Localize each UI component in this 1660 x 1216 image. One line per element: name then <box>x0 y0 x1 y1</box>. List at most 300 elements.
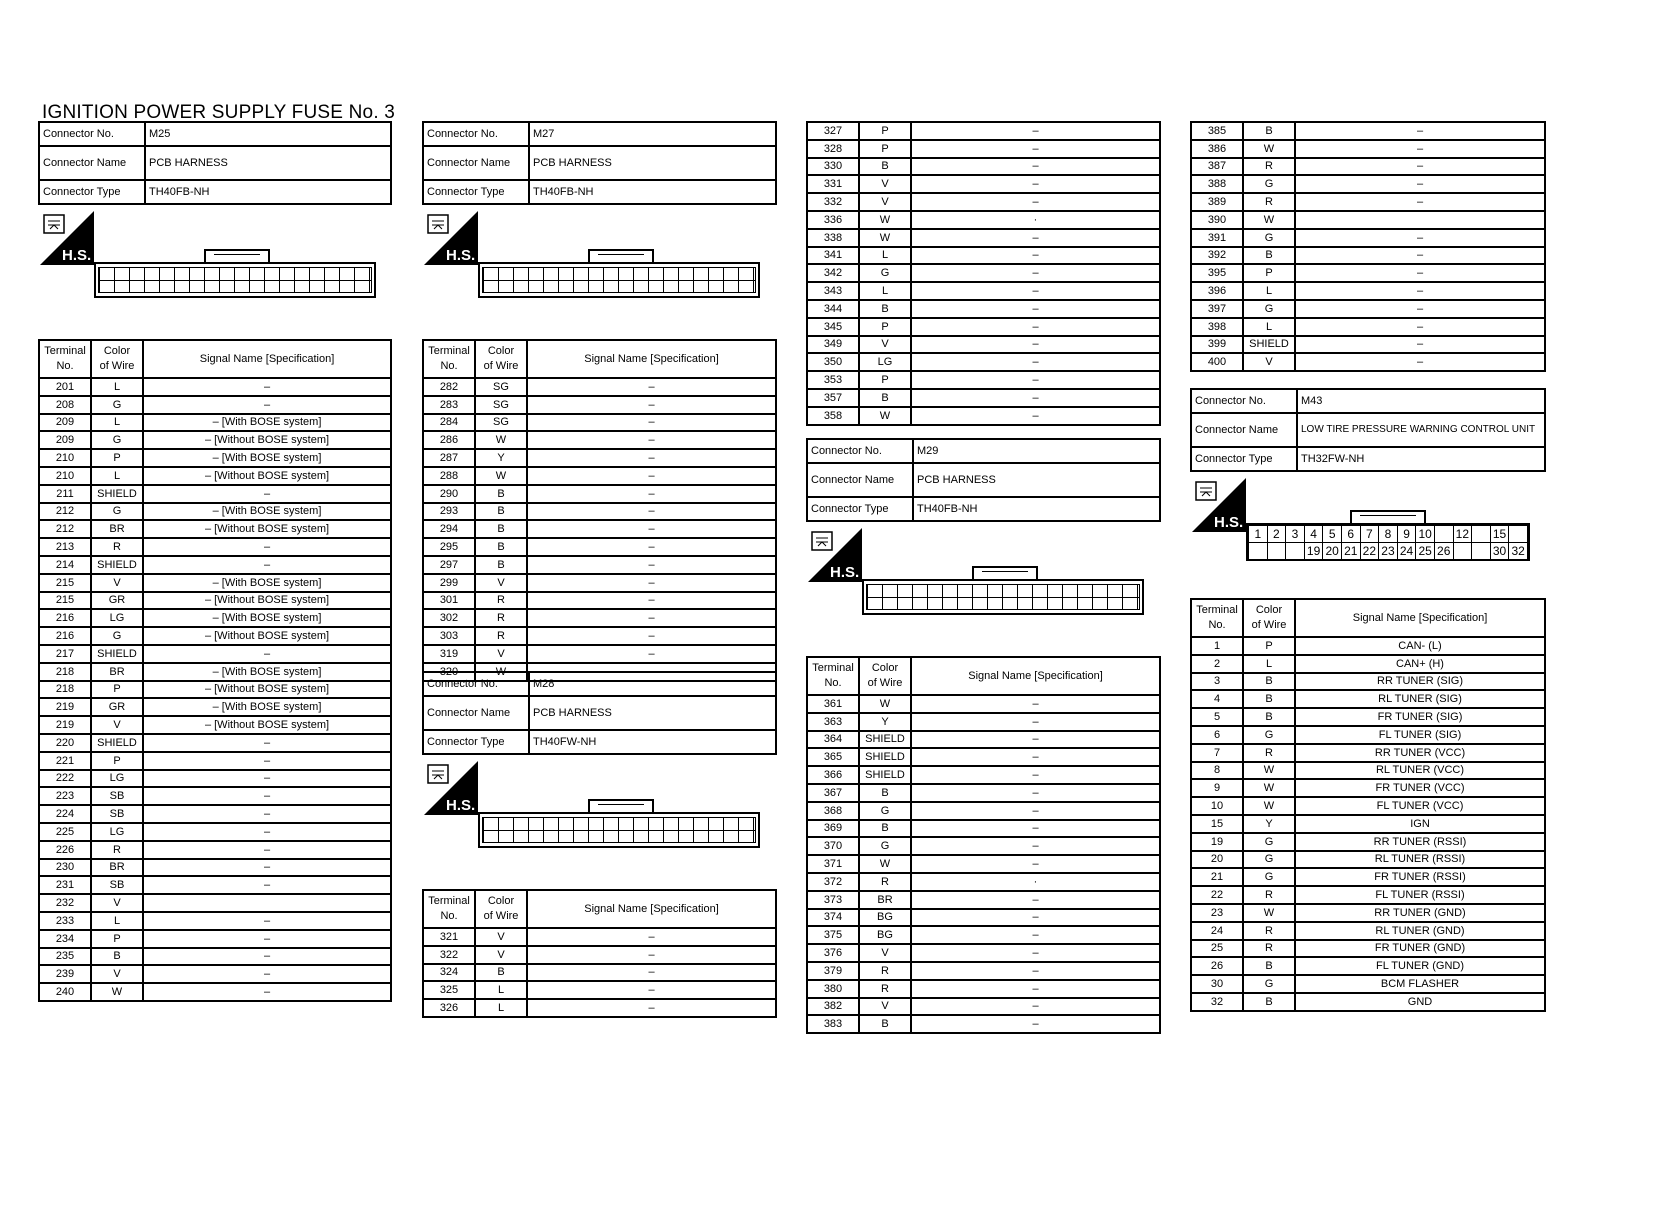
connector-name-value: PCB HARNESS <box>529 696 776 730</box>
terminal-no: 233 <box>39 912 91 930</box>
connector-m28 <box>422 671 777 1018</box>
signal-name: – <box>1295 300 1545 318</box>
signal-name: – <box>527 946 776 964</box>
signal-name: – [With BOSE system] <box>143 663 391 681</box>
label-connector-type: Connector Type <box>807 497 913 521</box>
table-row <box>1191 282 1545 300</box>
table-row <box>1191 637 1545 655</box>
signal-name: – <box>143 485 391 503</box>
table-row <box>807 264 1160 282</box>
signal-name: – <box>911 318 1160 336</box>
terminal-no: 201 <box>39 378 91 396</box>
terminal-no: 287 <box>423 449 475 467</box>
signal-name: – <box>527 645 776 663</box>
wire-color: W <box>859 229 911 247</box>
hs-label: H.S. <box>1214 514 1244 531</box>
signal-name: – <box>143 823 391 841</box>
table-row <box>39 378 391 396</box>
table-row <box>423 999 776 1017</box>
terminal-no: 324 <box>423 964 475 982</box>
table-row <box>423 414 776 432</box>
terminal-no: 23 <box>1191 904 1243 922</box>
terminal-no: 297 <box>423 556 475 574</box>
wire-color: SHIELD <box>859 731 911 749</box>
table-row <box>807 784 1160 802</box>
table-row <box>39 556 391 574</box>
table-row <box>807 282 1160 300</box>
signal-name: – <box>527 538 776 556</box>
table-row <box>39 520 391 538</box>
wire-color: GR <box>91 698 143 716</box>
table-row <box>807 962 1160 980</box>
signal-name: – <box>527 485 776 503</box>
connector-diagram-m25 <box>38 205 392 339</box>
wire-color: P <box>859 140 911 158</box>
terminal-no: 215 <box>39 574 91 592</box>
label-connector-name: Connector Name <box>39 146 145 180</box>
wire-color: V <box>475 645 527 663</box>
terminal-no: 365 <box>807 748 859 766</box>
terminal-no: 288 <box>423 467 475 485</box>
pin-row <box>1249 543 1528 560</box>
signal-name: – <box>527 574 776 592</box>
wire-color: W <box>1243 762 1295 780</box>
table-row <box>1191 336 1545 354</box>
wire-color: P <box>859 122 911 140</box>
table-row <box>1191 122 1545 140</box>
signal-name: GND <box>1295 993 1545 1011</box>
terminal-no: 385 <box>1191 122 1243 140</box>
connector-name-value: LOW TIRE PRESSURE WARNING CONTROL UNIT <box>1297 413 1545 447</box>
terminal-no: 293 <box>423 503 475 521</box>
terminal-no: 400 <box>1191 353 1243 371</box>
pin-cell: 9 <box>1397 526 1416 543</box>
signal-name: – <box>527 449 776 467</box>
terminal-no: 325 <box>423 981 475 999</box>
pin-cell <box>1267 543 1286 560</box>
wire-color: P <box>91 930 143 948</box>
wire-color: B <box>859 300 911 318</box>
terminal-no: 375 <box>807 926 859 944</box>
wire-color: B <box>859 158 911 176</box>
signal-name: FL TUNER (VCC) <box>1295 797 1545 815</box>
wire-color: BR <box>91 520 143 538</box>
wire-color: R <box>1243 193 1295 211</box>
table-row <box>1191 673 1545 691</box>
wire-color: B <box>475 520 527 538</box>
signal-name: FL TUNER (RSSI) <box>1295 886 1545 904</box>
wire-color: B <box>1243 993 1295 1011</box>
signal-name: FL TUNER (GND) <box>1295 957 1545 975</box>
table-row <box>39 627 391 645</box>
terminal-table-m29-cont <box>1190 121 1546 372</box>
hdr-signal: Signal Name [Specification] <box>527 890 776 928</box>
wire-color: G <box>1243 833 1295 851</box>
signal-name: – <box>1295 229 1545 247</box>
signal-name: – <box>911 926 1160 944</box>
wire-color: B <box>475 485 527 503</box>
wire-color: L <box>91 912 143 930</box>
wire-color: SB <box>91 805 143 823</box>
signal-name: – <box>911 122 1160 140</box>
table-row <box>807 336 1160 354</box>
signal-name: – <box>143 805 391 823</box>
signal-name: – <box>143 876 391 894</box>
terminal-no: 283 <box>423 396 475 414</box>
signal-name: – <box>911 855 1160 873</box>
wire-color: SHIELD <box>91 734 143 752</box>
table-row <box>807 998 1160 1016</box>
table-row <box>807 122 1160 140</box>
signal-name: – <box>527 467 776 485</box>
wire-color: G <box>1243 975 1295 993</box>
signal-name: – <box>911 944 1160 962</box>
terminal-no: 395 <box>1191 264 1243 282</box>
connector-m27 <box>422 121 777 682</box>
signal-name: – [With BOSE system] <box>143 449 391 467</box>
wire-color: V <box>859 193 911 211</box>
pin-cell: 3 <box>1286 526 1305 543</box>
hs-label: H.S. <box>446 797 476 814</box>
wire-color: R <box>1243 886 1295 904</box>
terminal-no: 349 <box>807 336 859 354</box>
terminal-no: 210 <box>39 467 91 485</box>
signal-name: FL TUNER (SIG) <box>1295 726 1545 744</box>
table-row <box>1191 708 1545 726</box>
connector-info-m25 <box>38 121 392 205</box>
hs-label: H.S. <box>446 247 476 264</box>
terminal-no: 357 <box>807 389 859 407</box>
terminal-no: 231 <box>39 876 91 894</box>
signal-name: – <box>143 965 391 983</box>
signal-name: – <box>911 748 1160 766</box>
table-row <box>807 247 1160 265</box>
table-row <box>1191 815 1545 833</box>
hdr-color: Color <box>871 662 899 674</box>
table-row <box>39 716 391 734</box>
table-row <box>807 926 1160 944</box>
table-row <box>1191 726 1545 744</box>
signal-name: – <box>527 928 776 946</box>
table-row <box>807 407 1160 425</box>
table-row <box>1191 975 1545 993</box>
signal-name: – <box>527 396 776 414</box>
signal-name: · <box>911 211 1160 229</box>
wire-color: V <box>859 175 911 193</box>
terminal-no: 26 <box>1191 957 1243 975</box>
table-row <box>1191 229 1545 247</box>
wire-color: B <box>1243 122 1295 140</box>
label-connector-name: Connector Name <box>423 146 529 180</box>
table-row <box>423 485 776 503</box>
wire-color: W <box>475 467 527 485</box>
terminal-no: 321 <box>423 928 475 946</box>
wire-color: G <box>91 431 143 449</box>
signal-name: RR TUNER (SIG) <box>1295 673 1545 691</box>
wire-color: BG <box>859 909 911 927</box>
wire-color: W <box>1243 779 1295 797</box>
wire-color: G <box>859 264 911 282</box>
wire-color: V <box>859 336 911 354</box>
terminal-no: 212 <box>39 520 91 538</box>
signal-name: – <box>1295 193 1545 211</box>
signal-name: – <box>1295 140 1545 158</box>
terminal-no: 230 <box>39 859 91 877</box>
table-row <box>1191 886 1545 904</box>
connector-m29 <box>806 438 1161 1034</box>
wire-color: L <box>91 378 143 396</box>
table-row <box>39 948 391 966</box>
table-row <box>807 837 1160 855</box>
terminal-no: 387 <box>1191 158 1243 176</box>
signal-name <box>143 894 391 912</box>
terminal-no: 218 <box>39 681 91 699</box>
signal-name: – <box>911 962 1160 980</box>
signal-name: – <box>911 336 1160 354</box>
wire-color: R <box>1243 922 1295 940</box>
terminal-no: 353 <box>807 371 859 389</box>
table-row <box>1191 353 1545 371</box>
signal-name: – <box>911 909 1160 927</box>
signal-name: FR TUNER (VCC) <box>1295 779 1545 797</box>
terminal-no: 286 <box>423 431 475 449</box>
table-row <box>423 645 776 663</box>
connector-name-value: PCB HARNESS <box>913 463 1160 497</box>
hdr-color: Color <box>1255 604 1283 616</box>
signal-name: – <box>143 556 391 574</box>
pin-cell <box>1249 543 1268 560</box>
terminal-no: 239 <box>39 965 91 983</box>
wire-color: SHIELD <box>859 748 911 766</box>
label-connector-no: Connector No. <box>423 122 529 146</box>
signal-name: · <box>911 873 1160 891</box>
label-connector-name: Connector Name <box>807 463 913 497</box>
table-row <box>423 574 776 592</box>
signal-name: – <box>911 837 1160 855</box>
pin-cell: 21 <box>1341 543 1360 560</box>
hdr-terminal-no: No. <box>824 677 842 689</box>
wire-color: SB <box>91 876 143 894</box>
terminal-no: 217 <box>39 645 91 663</box>
table-row <box>1191 247 1545 265</box>
table-row <box>1191 158 1545 176</box>
table-row <box>39 983 391 1001</box>
pin-cell <box>1509 526 1528 543</box>
hdr-signal: Signal Name [Specification] <box>143 340 391 378</box>
hdr-terminal-no: No. <box>1208 619 1226 631</box>
pin-cell <box>1434 526 1453 543</box>
signal-name: – <box>527 981 776 999</box>
table-row <box>39 449 391 467</box>
wire-color: V <box>475 928 527 946</box>
table-row <box>1191 779 1545 797</box>
table-row <box>1191 744 1545 762</box>
terminal-no: 220 <box>39 734 91 752</box>
wire-color: V <box>1243 353 1295 371</box>
terminal-no: 322 <box>423 946 475 964</box>
terminal-no: 24 <box>1191 922 1243 940</box>
table-row <box>423 431 776 449</box>
wire-color: SHIELD <box>91 556 143 574</box>
signal-name: – <box>143 841 391 859</box>
connector-m25 <box>38 121 392 1002</box>
pin-cell: 32 <box>1509 543 1528 560</box>
signal-name: – <box>911 389 1160 407</box>
terminal-no: 390 <box>1191 211 1243 229</box>
signal-name: – <box>911 247 1160 265</box>
terminal-no: 221 <box>39 752 91 770</box>
table-row <box>423 538 776 556</box>
connector-diagram-m29 <box>806 522 1161 656</box>
terminal-table-m28-cont <box>806 121 1161 426</box>
signal-name: – <box>527 609 776 627</box>
signal-name: – <box>143 538 391 556</box>
hdr-signal: Signal Name [Specification] <box>1295 599 1545 637</box>
pin-layout <box>1248 525 1528 560</box>
wire-color: V <box>859 944 911 962</box>
label-connector-type: Connector Type <box>423 180 529 204</box>
wire-color: R <box>859 873 911 891</box>
terminal-no: 303 <box>423 627 475 645</box>
pin-cell: 22 <box>1360 543 1379 560</box>
table-row <box>1191 940 1545 958</box>
hdr-terminal-no: No. <box>56 360 74 372</box>
table-row <box>807 891 1160 909</box>
table-row <box>807 695 1160 713</box>
connector-type-value: TH40FB-NH <box>145 180 391 204</box>
terminal-no: 8 <box>1191 762 1243 780</box>
terminal-no: 21 <box>1191 868 1243 886</box>
table-row <box>1191 318 1545 336</box>
connector-m43 <box>1190 388 1546 1012</box>
table-row <box>39 681 391 699</box>
signal-name: RL TUNER (SIG) <box>1295 690 1545 708</box>
signal-name: – <box>527 414 776 432</box>
terminal-no: 290 <box>423 485 475 503</box>
table-row <box>807 873 1160 891</box>
signal-name: – <box>911 820 1160 838</box>
terminal-no: 364 <box>807 731 859 749</box>
terminal-no: 216 <box>39 627 91 645</box>
wire-color: B <box>859 820 911 838</box>
pin-cell: 8 <box>1379 526 1398 543</box>
pin-cell: 20 <box>1323 543 1342 560</box>
wire-color: W <box>1243 797 1295 815</box>
table-row <box>39 787 391 805</box>
terminal-no: 399 <box>1191 336 1243 354</box>
terminal-no: 294 <box>423 520 475 538</box>
terminal-no: 370 <box>807 837 859 855</box>
signal-name: – <box>911 371 1160 389</box>
signal-name: – <box>143 396 391 414</box>
wire-color: B <box>859 389 911 407</box>
terminal-no: 284 <box>423 414 475 432</box>
terminal-table-m29 <box>806 656 1161 1034</box>
table-row <box>39 414 391 432</box>
wire-color: P <box>91 449 143 467</box>
table-row <box>807 353 1160 371</box>
terminal-no: 208 <box>39 396 91 414</box>
terminal-no: 216 <box>39 609 91 627</box>
signal-name: – <box>911 229 1160 247</box>
terminal-no: 226 <box>39 841 91 859</box>
pin-cell <box>1472 543 1491 560</box>
pin-row <box>1249 526 1528 543</box>
wire-color: LG <box>859 353 911 371</box>
table-row <box>1191 762 1545 780</box>
signal-name: – <box>527 627 776 645</box>
hdr-of-wire: of Wire <box>483 360 519 372</box>
harness-side-icon <box>1192 478 1246 532</box>
wire-color: W <box>475 431 527 449</box>
wire-color: B <box>859 1015 911 1033</box>
table-row <box>39 859 391 877</box>
pin-cell: 24 <box>1397 543 1416 560</box>
wire-color: G <box>1243 175 1295 193</box>
table-row <box>423 449 776 467</box>
terminal-no: 326 <box>423 999 475 1017</box>
table-row <box>423 503 776 521</box>
table-row <box>1191 300 1545 318</box>
wire-color: R <box>859 980 911 998</box>
connector-info-m43 <box>1190 388 1546 472</box>
terminal-no: 331 <box>807 175 859 193</box>
terminal-no: 332 <box>807 193 859 211</box>
table-row <box>39 894 391 912</box>
pin-cell <box>1472 526 1491 543</box>
connector-name-value: PCB HARNESS <box>145 146 391 180</box>
wire-color: GR <box>91 592 143 610</box>
pin-cell <box>1453 543 1472 560</box>
terminal-no: 235 <box>39 948 91 966</box>
pin-cell: 25 <box>1416 543 1435 560</box>
table-row <box>39 467 391 485</box>
pin-cell: 19 <box>1304 543 1323 560</box>
wire-color: G <box>1243 851 1295 869</box>
hs-label: H.S. <box>62 247 92 264</box>
terminal-table-m43 <box>1190 598 1546 1012</box>
terminal-no: 10 <box>1191 797 1243 815</box>
wire-color: R <box>91 841 143 859</box>
wire-color: R <box>859 962 911 980</box>
table-row <box>807 820 1160 838</box>
wire-color: W <box>859 695 911 713</box>
table-row <box>423 378 776 396</box>
wire-color: R <box>1243 940 1295 958</box>
signal-name: – [Without BOSE system] <box>143 681 391 699</box>
terminal-no: 363 <box>807 713 859 731</box>
wire-color: G <box>1243 229 1295 247</box>
table-row <box>423 396 776 414</box>
connector-face <box>862 579 1144 615</box>
hdr-color: Color <box>487 895 515 907</box>
terminal-no: 361 <box>807 695 859 713</box>
table-row <box>39 965 391 983</box>
connector-face <box>94 262 376 298</box>
terminal-no: 391 <box>1191 229 1243 247</box>
hdr-terminal: Terminal <box>44 345 86 357</box>
connector-type-value: TH40FW-NH <box>529 730 776 754</box>
signal-name: RL TUNER (GND) <box>1295 922 1545 940</box>
terminal-no: 328 <box>807 140 859 158</box>
table-row <box>1191 957 1545 975</box>
label-connector-type: Connector Type <box>1191 447 1297 471</box>
pin-cell: 30 <box>1490 543 1509 560</box>
signal-name: – <box>911 980 1160 998</box>
pin-cell: 4 <box>1304 526 1323 543</box>
terminal-no: 5 <box>1191 708 1243 726</box>
signal-name: – <box>1295 318 1545 336</box>
